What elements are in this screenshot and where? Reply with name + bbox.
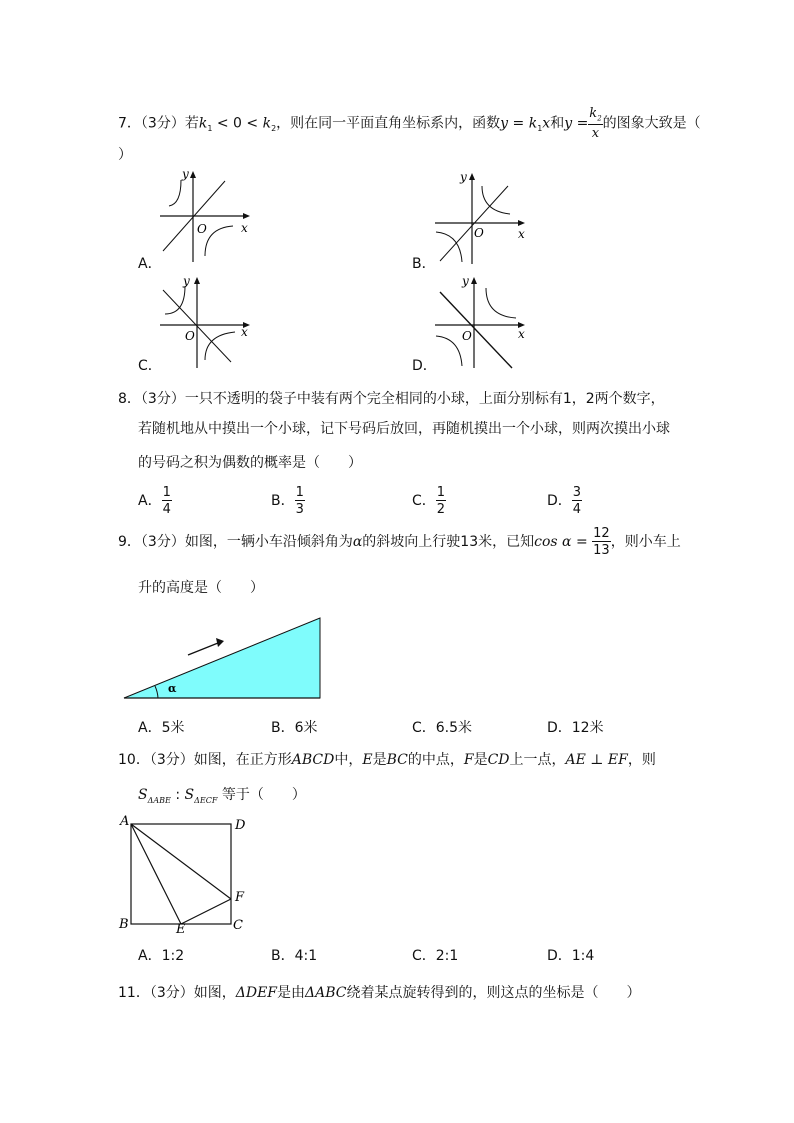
segment-af	[131, 824, 231, 899]
q8-line-2: 若随机地从中摸出一个小球，记下号码后放回，再随机摸出一个小球，则两次摸出小球	[138, 421, 670, 437]
label-f: F	[235, 890, 245, 905]
q9-option-d[interactable]: D．12米	[547, 720, 604, 736]
q10-square-figure	[116, 812, 256, 934]
q9-fraction: $\frac{12}{13}$	[593, 526, 610, 558]
hyperbola-branch-2	[169, 180, 181, 206]
y-arrow	[471, 277, 477, 284]
q10-option-c[interactable]: C．2:1	[412, 948, 459, 964]
q7-option-c-graph	[155, 270, 260, 370]
fraction: $\frac{1}{3}$	[295, 485, 304, 517]
hyperbola-branch-4	[205, 332, 235, 360]
q8-option-b[interactable]: B． $\frac{1}{3}$	[271, 485, 304, 517]
q9-line-1: 9．（3分）如图，一辆小车沿倾斜角为α的斜坡向上行驶13米，已知cos α = $\frac{12}{13}$ ，则小车上	[118, 526, 681, 558]
q7-option-c-label: C．	[138, 358, 162, 374]
y-arrow	[194, 277, 200, 284]
fraction: $\frac{1}{4}$	[162, 485, 171, 517]
x-label: x	[518, 327, 525, 341]
label-d: D	[235, 818, 246, 833]
q10-option-b[interactable]: B．4:1	[271, 948, 318, 964]
segment-ae	[131, 824, 181, 924]
label-a: A	[120, 814, 130, 829]
q7-option-d-graph	[430, 270, 535, 370]
y-label: y	[460, 170, 467, 184]
line-graph	[440, 292, 512, 368]
segment-ef	[181, 899, 231, 924]
y-label: y	[462, 274, 469, 288]
q10-line-2: $S_{\Delta ABE}$ : $S_{\Delta ECF}$ 等于（ ）	[138, 787, 306, 805]
arrow-head	[216, 638, 224, 647]
q8-option-a[interactable]: A． $\frac{1}{4}$	[138, 485, 171, 517]
y-arrow	[190, 171, 196, 178]
q7-stem: 7．（3分）若$k_1 < 0 < k_2$，则在同一平面直角坐标系内，函数$y = k_1x$和y = $\frac{k_2}{x}$ 的图象大致是（	[118, 106, 701, 141]
hyperbola-branch-1	[486, 288, 516, 318]
origin-label: O	[185, 329, 195, 343]
q10-line-1: 10．（3分）如图，在正方形ABCD中，E是BC的中点，F是CD上一点，AE ⊥ EF，则	[118, 752, 656, 768]
q9-slope-figure	[118, 610, 328, 705]
q11-line-1: 11．（3分）如图，ΔDEF是由ΔABC绕着某点旋转得到的，则这点的坐标是（ ）	[118, 985, 641, 1001]
hyperbola-branch-3	[436, 232, 462, 262]
slope-triangle	[124, 618, 320, 698]
label-c: C	[233, 918, 243, 933]
q8-line-1: 8．（3分）一只不透明的袋子中装有两个完全相同的小球，上面分别标有1，2两个数字，	[118, 391, 665, 407]
q9-option-a[interactable]: A．5米	[138, 720, 185, 736]
q8-line-3: 的号码之积为偶数的概率是（ ）	[138, 455, 362, 471]
x-arrow	[243, 213, 250, 219]
y-arrow	[469, 173, 475, 180]
q9-option-b[interactable]: B．6米	[271, 720, 318, 736]
x-label: x	[241, 325, 248, 339]
q7-frac: $\frac{k_2}{x}$	[589, 106, 602, 141]
hyperbola-branch-4	[205, 226, 233, 256]
q8-option-c[interactable]: C． $\frac{1}{2}$	[412, 485, 446, 517]
label-e: E	[176, 922, 186, 934]
q7-close: ）	[118, 147, 132, 163]
q7-option-a-graph	[155, 166, 260, 266]
q9-line-2: 升的高度是（ ）	[138, 580, 264, 596]
fraction: $\frac{3}{4}$	[572, 485, 582, 517]
y-label: y	[183, 274, 190, 288]
direction-arrow	[188, 643, 218, 655]
label-b: B	[119, 917, 129, 932]
fraction: $\frac{1}{2}$	[436, 485, 446, 517]
q7-option-b-label: B．	[412, 256, 436, 272]
q7-option-b-graph	[430, 166, 535, 266]
origin-label: O	[462, 329, 472, 343]
q7-option-d-label: D．	[412, 358, 437, 374]
q10-option-a[interactable]: A．1:2	[138, 948, 185, 964]
x-arrow	[518, 220, 525, 226]
q9-option-c[interactable]: C．6.5米	[412, 720, 473, 736]
q7-option-a-label: A．	[138, 256, 162, 272]
angle-label: α	[168, 682, 177, 695]
square-abcd	[131, 824, 231, 924]
origin-label: O	[474, 226, 484, 240]
hyperbola-branch-3	[436, 336, 462, 366]
origin-label: O	[197, 222, 207, 236]
q8-option-d[interactable]: D． $\frac{3}{4}$	[547, 485, 582, 517]
x-label: x	[241, 221, 248, 235]
q10-option-d[interactable]: D．1:4	[547, 948, 595, 964]
x-label: x	[518, 227, 525, 241]
y-label: y	[182, 167, 189, 181]
